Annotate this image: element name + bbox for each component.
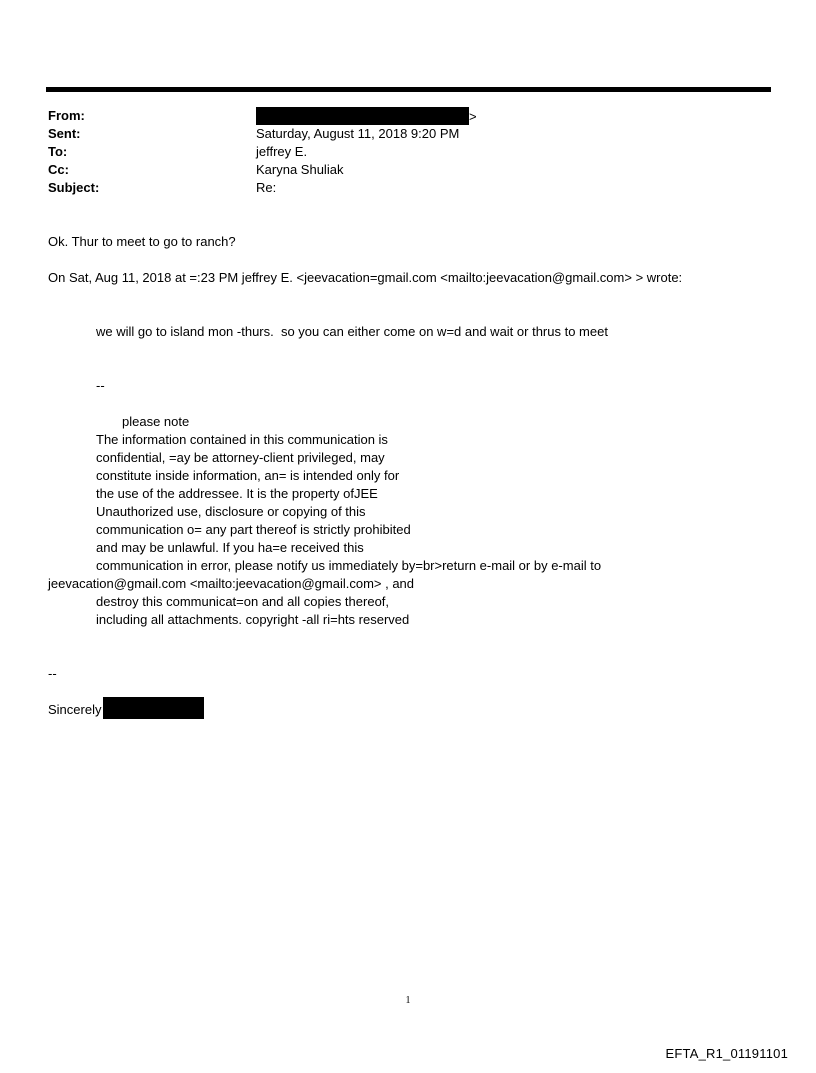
disclaimer-line: destroy this communicat=on and all copies thereof, [96,594,390,609]
signature-redaction [103,697,204,719]
disclaimer-line: constitute inside information, an= is intended only for [96,468,400,483]
from-suffix: > [469,109,477,124]
disclaimer-line: communication o= any part thereof is strictly prohibited [96,522,411,537]
sent-value: Saturday, August 11, 2018 9:20 PM [256,126,460,141]
subject-label: Subject: [48,180,100,195]
disclaimer-line: communication in error, please notify us immediately by=br>return e-mail or by e-mail to [96,558,602,573]
from-redaction [256,107,469,125]
disclaimer-wrap-line: jeevacation@gmail.com <mailto:jeevacation@gmail.com> , and [48,576,415,591]
to-label: To: [48,144,68,159]
signature-separator: -- [96,378,105,393]
disclaimer-line: and may be unlawful. If you ha=e received this [96,540,364,555]
cc-value: Karyna Shuliak [256,162,344,177]
bates-number: EFTA_R1_01191101 [665,1046,788,1061]
to-value: jeffrey E. [256,144,308,159]
from-label: From: [48,108,85,123]
sent-label: Sent: [48,126,81,141]
quote-intro: On Sat, Aug 11, 2018 at =:23 PM jeffrey E. <jeevacation=gmail.com <mailto:jeevacation@gmail.com> > wrote: [48,270,683,285]
closing-separator: -- [48,666,57,681]
cc-label: Cc: [48,162,69,177]
disclaimer-line: confidential, =ay be attorney-client privileged, may [96,450,385,465]
subject-value: Re: [256,180,277,195]
header-rule [46,87,771,92]
quoted-message: we will go to island mon -thurs. so you can either come on w=d and wait or thrus to meet [96,324,608,339]
signoff-text: Sincerely [48,702,102,717]
disclaimer-line: the use of the addressee. It is the property ofJEE [96,486,378,501]
reply-text: Ok. Thur to meet to go to ranch? [48,234,236,249]
page-number: 1 [405,995,411,1006]
disclaimer-line: Unauthorized use, disclosure or copying of this [96,504,366,519]
notice-title: please note [122,414,190,429]
disclaimer-line: including all attachments. copyright -all ri=hts reserved [96,612,410,627]
disclaimer-line: The information contained in this communication is [96,432,388,447]
